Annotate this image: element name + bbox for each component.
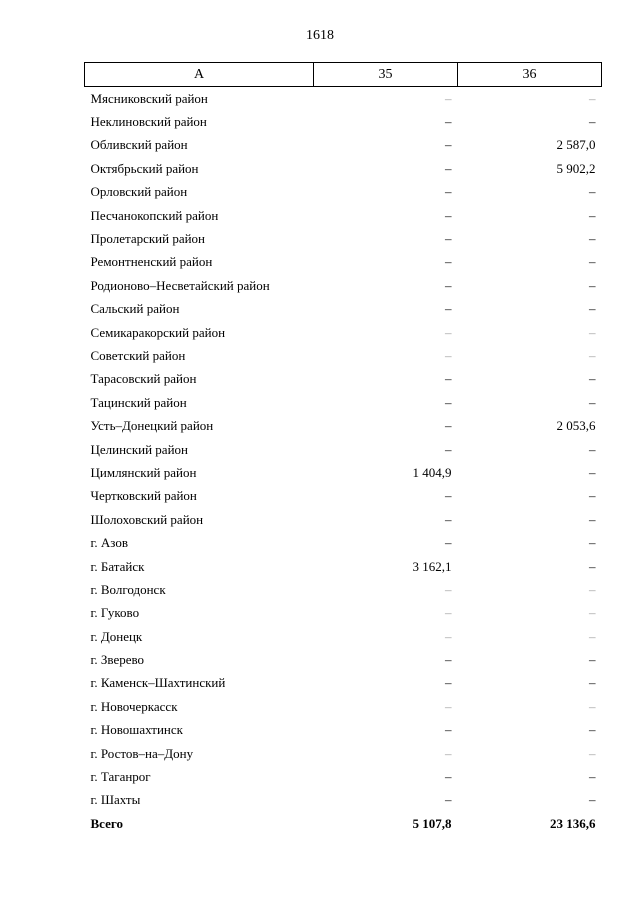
row-label: Ремонтненский район — [90, 254, 213, 270]
cell-col-36: – — [589, 558, 596, 574]
cell-col-36: – — [589, 324, 596, 340]
cell-col-35: – — [445, 347, 452, 363]
row-label: Неклиновский район — [90, 114, 207, 130]
table-row — [85, 602, 602, 625]
cell-col-36: – — [589, 464, 596, 480]
cell-col-35: – — [445, 114, 452, 130]
cell-col-36: – — [589, 254, 596, 270]
cell-col-35: – — [445, 160, 452, 176]
cell-col-36: – — [589, 90, 596, 106]
table-row — [85, 742, 602, 765]
cell-col-35: – — [445, 254, 452, 270]
cell-col-36: – — [589, 371, 596, 387]
cell-col-35: – — [445, 792, 452, 808]
cell-col-36: – — [589, 301, 596, 317]
row-label: г. Азов — [90, 535, 128, 551]
row-label: Обливский район — [90, 137, 188, 153]
cell-col-35: – — [445, 184, 452, 200]
table-row — [85, 298, 602, 321]
table-row — [85, 251, 602, 274]
cell-col-36: – — [589, 605, 596, 621]
cell-col-35: – — [445, 488, 452, 504]
cell-col-36: – — [589, 511, 596, 527]
table-body — [85, 87, 602, 836]
cell-col-36: – — [589, 675, 596, 691]
total-col-35: 5 107,8 — [412, 815, 452, 831]
table-row — [85, 578, 602, 601]
cell-col-35: – — [445, 137, 452, 153]
row-label: Шолоховский район — [90, 511, 204, 527]
row-label: г. Гуково — [90, 605, 140, 621]
row-label: г. Ростов–на–Дону — [90, 745, 194, 761]
row-label: г. Зверево — [90, 652, 145, 668]
cell-col-35: – — [445, 581, 452, 597]
table-row — [85, 461, 602, 484]
row-label: Родионово–Несветайский район — [90, 277, 270, 293]
row-label: г. Шахты — [90, 792, 141, 808]
data-table — [84, 62, 602, 836]
total-col-36: 23 136,6 — [550, 815, 596, 831]
column-header-36: 36 — [458, 63, 602, 87]
cell-col-35: – — [445, 535, 452, 551]
table-row — [85, 625, 602, 648]
table-row — [85, 695, 602, 718]
cell-col-36: – — [589, 792, 596, 808]
table-row — [85, 414, 602, 437]
cell-col-35: – — [445, 769, 452, 785]
cell-col-36: – — [589, 184, 596, 200]
cell-col-35: 1 404,9 — [412, 464, 452, 480]
cell-col-36: – — [589, 745, 596, 761]
cell-col-35: – — [445, 371, 452, 387]
cell-col-36: – — [589, 769, 596, 785]
cell-col-36: – — [589, 394, 596, 410]
row-label: г. Таганрог — [90, 769, 151, 785]
table-row — [85, 719, 602, 742]
cell-col-35: – — [445, 441, 452, 457]
column-header-35: 35 — [314, 63, 458, 87]
table-row — [85, 391, 602, 414]
cell-col-36: – — [589, 207, 596, 223]
table-row — [85, 485, 602, 508]
page-number: 1618 — [306, 28, 334, 43]
row-label: Тацинский район — [90, 394, 187, 410]
cell-col-35: – — [445, 652, 452, 668]
table-row — [85, 438, 602, 461]
row-label: Тарасовский район — [90, 371, 197, 387]
table-row — [85, 204, 602, 227]
row-label: Октябрьский район — [90, 160, 199, 176]
table-row — [85, 87, 602, 111]
cell-col-35: – — [445, 207, 452, 223]
cell-col-35: – — [445, 394, 452, 410]
cell-col-36: – — [589, 277, 596, 293]
row-label: г. Волгодонск — [90, 581, 166, 597]
cell-col-36: – — [589, 581, 596, 597]
row-label: Орловский район — [90, 184, 188, 200]
table-row — [85, 344, 602, 367]
cell-col-35: – — [445, 605, 452, 621]
row-label: Чертковский район — [90, 488, 197, 504]
cell-col-35: 3 162,1 — [412, 558, 452, 574]
table-row — [85, 789, 602, 812]
cell-col-36: – — [589, 114, 596, 130]
row-label: г. Новочеркасск — [90, 698, 178, 714]
total-row — [85, 812, 602, 835]
cell-col-36: – — [589, 698, 596, 714]
table-row — [85, 672, 602, 695]
row-label: Советский район — [90, 347, 186, 363]
table-row — [85, 181, 602, 204]
cell-col-35: – — [445, 231, 452, 247]
cell-col-35: – — [445, 277, 452, 293]
cell-col-35: – — [445, 722, 452, 738]
cell-col-36: – — [589, 441, 596, 457]
column-header-a: А — [85, 63, 314, 87]
table-row — [85, 274, 602, 297]
row-label: Сальский район — [90, 301, 180, 317]
row-label: Песчанокопский район — [90, 207, 219, 223]
table-row — [85, 508, 602, 531]
row-label: Цимлянский район — [90, 464, 197, 480]
table-row — [85, 227, 602, 250]
cell-col-35: – — [445, 745, 452, 761]
cell-col-36: 5 902,2 — [556, 160, 596, 176]
row-label: г. Донецк — [90, 628, 143, 644]
cell-col-36: – — [589, 535, 596, 551]
row-label: Пролетарский район — [90, 231, 206, 247]
row-label: Целинский район — [90, 441, 188, 457]
cell-col-35: – — [445, 675, 452, 691]
table-row — [85, 134, 602, 157]
cell-col-36: 2 053,6 — [556, 418, 596, 434]
table-row — [85, 157, 602, 180]
table-row — [85, 368, 602, 391]
row-label: г. Новошахтинск — [90, 722, 183, 738]
cell-col-35: – — [445, 324, 452, 340]
cell-col-35: – — [445, 90, 452, 106]
cell-col-35: – — [445, 301, 452, 317]
row-label: Мясниковский район — [90, 90, 208, 106]
cell-col-36: – — [589, 628, 596, 644]
row-label: г. Батайск — [90, 558, 145, 574]
cell-col-36: – — [589, 488, 596, 504]
cell-col-36: – — [589, 347, 596, 363]
cell-col-36: 2 587,0 — [556, 137, 596, 153]
table-row — [85, 555, 602, 578]
cell-col-35: – — [445, 628, 452, 644]
row-label: Усть–Донецкий район — [90, 418, 214, 434]
table-row — [85, 110, 602, 133]
cell-col-36: – — [589, 231, 596, 247]
cell-col-35: – — [445, 511, 452, 527]
row-label: г. Каменск–Шахтинский — [90, 675, 226, 691]
table-row — [85, 531, 602, 554]
cell-col-35: – — [445, 698, 452, 714]
cell-col-36: – — [589, 652, 596, 668]
total-label: Всего — [90, 815, 123, 831]
row-label: Семикаракорский район — [90, 324, 226, 340]
cell-col-35: – — [445, 418, 452, 434]
table-header-row — [85, 63, 602, 87]
table-row — [85, 321, 602, 344]
table-row — [85, 648, 602, 671]
table-row — [85, 765, 602, 788]
cell-col-36: – — [589, 722, 596, 738]
